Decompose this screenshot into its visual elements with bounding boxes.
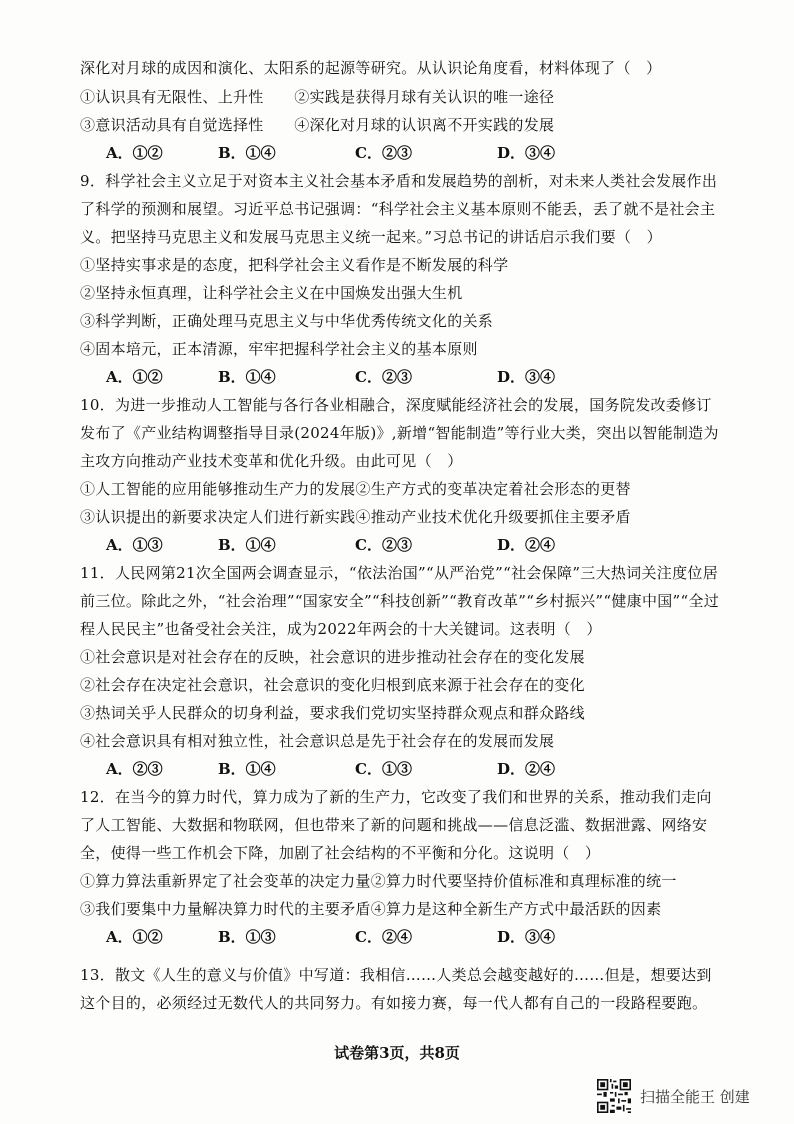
option-c: C．②④: [355, 928, 412, 946]
question-11-choice-1: ①社会意识是对社会存在的反映，社会意识的进步推动社会存在的变化发展: [80, 648, 585, 666]
option-c: C．①③: [355, 760, 412, 778]
question-10-stem-2: 发布了《产业结构调整指导目录(2024年版)》,新增“智能制造”等行业大类，突出以智能制造为: [80, 424, 719, 442]
page-footer: 试卷第3页，共8页: [334, 1044, 460, 1062]
question-9-choice-1: ①坚持实事求是的态度，把科学社会主义看作是不断发展的科学: [80, 256, 509, 274]
option-d: D．③④: [497, 928, 556, 946]
scanner-label: 扫描全能王 创建: [640, 1087, 750, 1106]
question-9-choice-4: ④固本培元，正本清源，牢牢把握科学社会主义的基本原则: [80, 340, 478, 358]
option-c: C．②③: [355, 368, 412, 386]
option-b: B．①④: [218, 144, 276, 162]
question-11-stem-3: 程人民民主”也备受社会关注，成为2022年两会的十大关键词。这表明（ ）: [80, 620, 602, 638]
option-b: B．①④: [218, 760, 276, 778]
option-b: B．①④: [218, 536, 276, 554]
option-d: D．②④: [497, 760, 556, 778]
option-c: C．②③: [355, 144, 412, 162]
question-9-stem: 9．科学社会主义立足于对资本主义社会基本矛盾和发展趋势的剖析，对未来人类社会发展作出: [80, 172, 718, 190]
question-10-stem: 10．为进一步推动人工智能与各行各业相融合，深度赋能经济社会的发展，国务院发改委修订: [80, 396, 712, 414]
question-11-stem-2: 前三位。除此之外，“社会治理”“国家安全”“科技创新”“教育改革”“乡村振兴”“健康中国”“全过: [80, 592, 720, 610]
question-9-choice-2: ②坚持永恒真理，让科学社会主义在中国焕发出强大生机: [80, 284, 463, 302]
question-13-stem-2: 这个目的，必须经过无数代人的共同努力。有如接力赛，每一代人都有自己的一段路程要跑。: [80, 994, 708, 1012]
option-d: D．③④: [497, 144, 556, 162]
option-d: D．③④: [497, 368, 556, 386]
question-13-stem: 13．散文《人生的意义与价值》中写道：我相信……人类总会越变越好的……但是，想要达到: [80, 966, 712, 984]
question-9-stem-3: 义。把坚持马克思主义和发展马克思主义统一起来。”习总书记的讲话启示我们要（ ）: [80, 228, 662, 246]
option-c: C．②③: [355, 536, 412, 554]
question-11-stem: 11．人民网第21次全国两会调查显示，“依法治国”“从严治党”“社会保障”三大热词关注度位居: [80, 564, 718, 582]
question-12-stem-2: 了人工智能、大数据和物联网，但也带来了新的问题和挑战——信息泛滥、数据泄露、网络安: [80, 816, 708, 834]
question-12-stem-3: 全，使得一些工作机会下降，加剧了社会结构的不平衡和分化。这说明（ ）: [80, 844, 601, 862]
question-11-choice-2: ②社会存在决定社会意识，社会意识的变化归根到底来源于社会存在的变化: [80, 676, 585, 694]
question-11-choice-3: ③热词关乎人民群众的切身利益，要求我们党切实坚持群众观点和群众路线: [80, 704, 585, 722]
question-9-choice-3: ③科学判断，正确处理马克思主义与中华优秀传统文化的关系: [80, 312, 494, 330]
question-12-choices-3-4: ③我们要集中力量解决算力时代的主要矛盾④算力是这种全新生产方式中最活跃的因素: [80, 900, 662, 918]
option-b: B．①③: [218, 928, 276, 946]
question-8-choices-1-2: ①认识具有无限性、上升性 ②实践是获得月球有关认识的唯一途径: [80, 88, 555, 106]
question-9-stem-2: 了科学的预测和展望。习近平总书记强调：“科学社会主义基本原则不能丢，丢了就不是社会主: [80, 200, 716, 218]
option-a: A．①②: [106, 368, 163, 386]
question-8-choices-3-4: ③意识活动具有自觉选择性 ④深化对月球的认识离不开实践的发展: [80, 116, 555, 134]
question-8-stem-end: 深化对月球的成因和演化、太阳系的起源等研究。从认识论角度看，材料体现了（ ）: [80, 59, 662, 77]
question-12-stem: 12．在当今的算力时代，算力成为了新的生产力，它改变了我们和世界的关系，推动我们走向: [80, 788, 712, 806]
option-d: D．②④: [497, 536, 556, 554]
option-b: B．①④: [218, 368, 276, 386]
question-10-choices-1-2: ①人工智能的应用能够推动生产力的发展②生产方式的变革决定着社会形态的更替: [80, 480, 631, 498]
question-12-choices-1-2: ①算力算法重新界定了社会变革的决定力量②算力时代要坚持价值标准和真理标准的统一: [80, 872, 677, 890]
option-a: A．①②: [106, 928, 163, 946]
scanner-watermark: [597, 1078, 750, 1114]
option-a: A．②③: [106, 760, 163, 778]
qr-code-icon: [597, 1079, 631, 1113]
option-a: A．①②: [106, 144, 163, 162]
question-11-choice-4: ④社会意识具有相对独立性，社会意识总是先于社会存在的发展而发展: [80, 732, 555, 750]
option-a: A．①③: [106, 536, 163, 554]
question-10-stem-3: 主攻方向推动产业技术变革和优化升级。由此可见（ ）: [80, 452, 463, 470]
question-10-choices-3-4: ③认识提出的新要求决定人们进行新实践④推动产业技术优化升级要抓住主要矛盾: [80, 508, 631, 526]
